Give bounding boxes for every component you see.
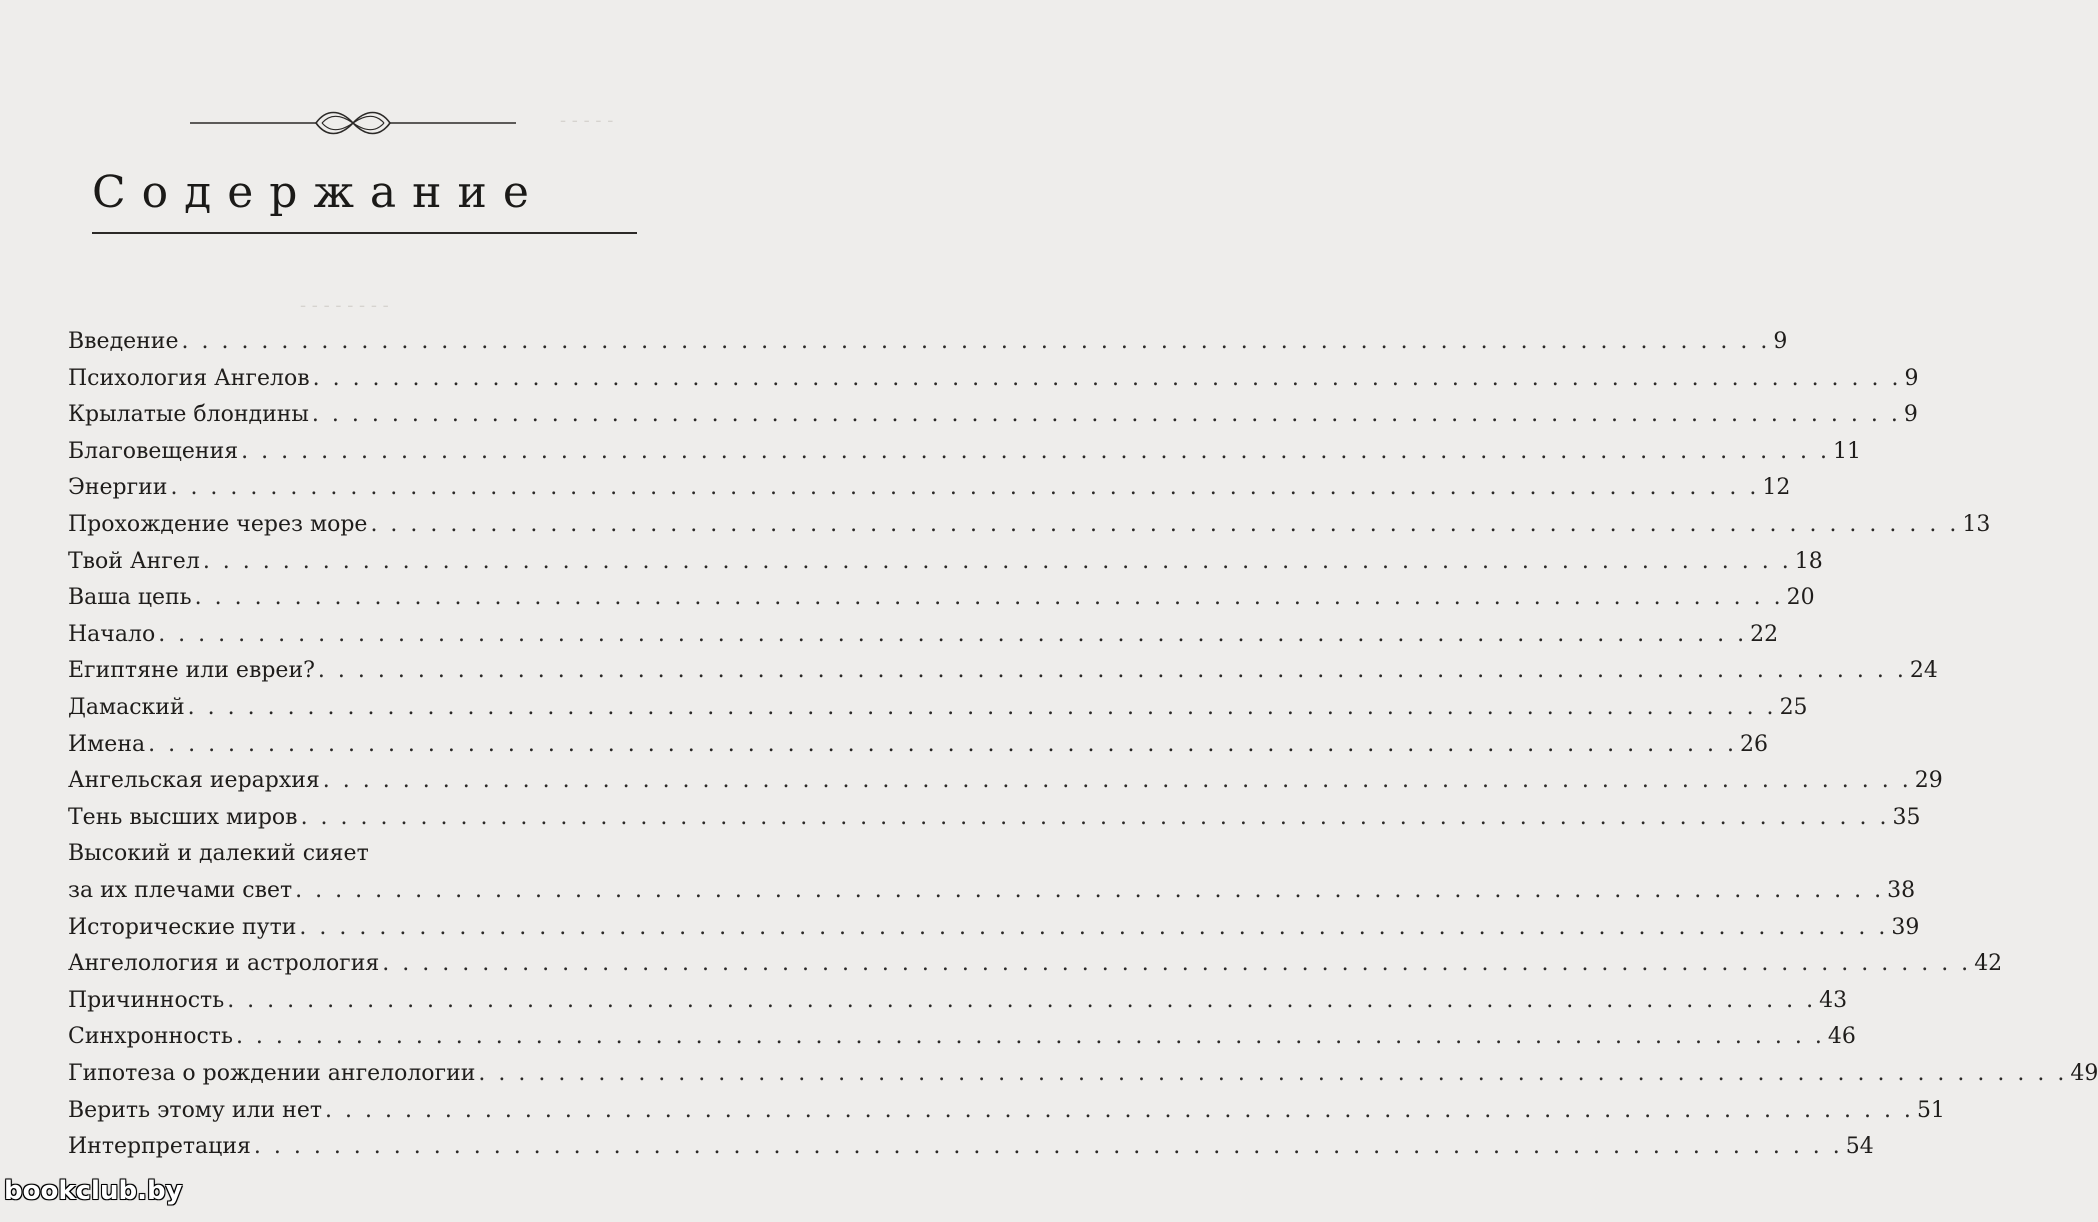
toc-entry-title: Энергии	[68, 475, 168, 501]
toc-entry-title: Крылатые блондины	[68, 402, 309, 428]
page-heading: Содержание	[92, 167, 545, 218]
toc-leader-dots: . . . . . . . . . . . . . . . . . . . . . . . . . . . . . . . . . . . . . . . . . . . . . . . . . . . . . . . . . . . . . . . . . . . . . . . . . . . . . . . .	[187, 695, 1777, 720]
toc-entry	[68, 615, 1779, 655]
toc-entry-page: 9	[1904, 365, 1919, 391]
toc-entry-title: Благовещения	[68, 438, 239, 464]
toc-leader-dots: . . . . . . . . . . . . . . . . . . . . . . . . . . . . . . . . . . . . . . . . . . . . . . . . . . . . . . . . . . . . . . . . . . . . . . . . . . . . . . . .	[202, 548, 1792, 574]
toc-leader-dots: . . . . . . . . . . . . . . . . . . . . . . . . . . . . . . . . . . . . . . . . . . . . . . . . . . . . . . . . . . . . . . . . . . . . . . . . . . . . . . . .	[227, 987, 1817, 1013]
toc-entry-page: 29	[1914, 768, 1943, 794]
toc-leader-dots: . . . . . . . . . . . . . . . . . . . . . . . . . . . . . . . . . . . . . . . . . . . . . . . . . . . . . . . . . . . . . . . . . . . . . . . . . . . . . . . .	[235, 1024, 1825, 1050]
toc-entry-page: 43	[1819, 987, 1848, 1013]
toc-entry	[68, 1127, 1874, 1167]
toc-entry	[68, 468, 1791, 508]
toc-entry-page: 38	[1887, 878, 1916, 903]
toc-entry-title: Ваша цепь	[68, 585, 192, 611]
toc-entry-title: Высокий и далекий сияет	[68, 841, 369, 867]
toc-entry-title: Интерпретация	[68, 1134, 251, 1160]
toc-entry	[68, 432, 1862, 472]
toc-entry-title: Ангелология и астрология	[68, 951, 380, 977]
toc-entry-page: 26	[1740, 731, 1769, 757]
toc-entry-title: Начало	[68, 621, 156, 647]
toc-entry-page: 18	[1794, 548, 1823, 574]
toc-entry	[68, 944, 2003, 984]
toc-entry-title: Исторические пути	[68, 914, 297, 940]
toc-entry-title: Прохождение через море	[68, 512, 368, 537]
toc-entry	[68, 688, 1808, 728]
toc-entry-title: Имена	[68, 731, 146, 757]
toc-entry-page: 11	[1833, 438, 1862, 464]
toc-leader-dots: . . . . . . . . . . . . . . . . . . . . . . . . . . . . . . . . . . . . . . . . . . . . . . . . . . . . . . . . . . . . . . . . . . . . . . . . . . . . . . . .	[148, 731, 1738, 757]
bleed-through-decoration: - - - - - - - -	[300, 295, 389, 316]
toc-leader-dots: . . . . . . . . . . . . . . . . . . . . . . . . . . . . . . . . . . . . . . . . . . . . . . . . . . . . . . . . . . . . . . . . . . . . . . . . . . . . . . . .	[295, 878, 1885, 903]
toc-entry-title: Верить этому или нет	[68, 1097, 323, 1123]
toc-entry-title: Введение	[68, 329, 179, 354]
toc-leader-dots: . . . . . . . . . . . . . . . . . . . . . . . . . . . . . . . . . . . . . . . . . . . . . . . . . . . . . . . . . . . . . . . . . . . . . . . . . . . . . . . .	[478, 1061, 2068, 1086]
toc-entry-page: 54	[1845, 1134, 1874, 1160]
toc-entry-page: 51	[1916, 1097, 1945, 1123]
toc-leader-dots: . . . . . . . . . . . . . . . . . . . . . . . . . . . . . . . . . . . . . . . . . . . . . . . . . . . . . . . . . . . . . . . . . . . . . . . . . . . . . . . .	[253, 1134, 1843, 1160]
toc-entry-title: Дамаский	[68, 695, 185, 720]
toc-entry-page: 42	[1974, 951, 2003, 977]
toc-entry-title: Причинность	[68, 987, 225, 1013]
toc-entry	[68, 761, 1943, 801]
toc-entry	[68, 651, 1938, 691]
toc-entry-title: за их плечами свет	[68, 878, 293, 903]
toc-leader-dots: . . . . . . . . . . . . . . . . . . . . . . . . . . . . . . . . . . . . . . . . . . . . . . . . . . . . . . . . . . . . . . . . . . . . . . . . . . . . . . . .	[382, 951, 1972, 977]
toc-entry-page: 13	[1962, 512, 1991, 537]
toc-entry	[68, 871, 1916, 911]
toc-leader-dots: . . . . . . . . . . . . . . . . . . . . . . . . . . . . . . . . . . . . . . . . . . . . . . . . . . . . . . . . . . . . . . . . . . . . . . . . . . . . . . . .	[312, 365, 1902, 391]
toc-entry	[68, 908, 1920, 948]
toc-leader-dots: . . . . . . . . . . . . . . . . . . . . . . . . . . . . . . . . . . . . . . . . . . . . . . . . . . . . . . . . . . . . . . . . . . . . . . . . . . . . . . . .	[181, 329, 1771, 354]
toc-entry	[68, 834, 628, 874]
toc-entry-page: 24	[1909, 658, 1938, 684]
toc-entry	[68, 542, 1823, 582]
toc-entry-page: 49	[2070, 1061, 2098, 1086]
toc-entry-title: Синхронность	[68, 1024, 233, 1050]
toc-entry-page: 25	[1779, 695, 1808, 720]
toc-entry-page: 39	[1891, 914, 1920, 940]
bleed-through-decoration: - - - - -	[560, 110, 614, 131]
toc-leader-dots: . . . . . . . . . . . . . . . . . . . . . . . . . . . . . . . . . . . . . . . . . . . . . . . . . . . . . . . . . . . . . . . . . . . . . . . . . . . . . . . .	[317, 658, 1907, 684]
toc-entry-title: Гипотеза о рождении ангелологии	[68, 1061, 476, 1086]
toc-entry-page: 22	[1750, 621, 1779, 647]
toc-entry	[68, 395, 1918, 435]
toc-entry	[68, 798, 1921, 838]
toc-entry-title: Египтяне или евреи?	[68, 658, 315, 684]
watermark-text: bookclub.by	[4, 1176, 183, 1206]
toc-entry-page: 20	[1786, 585, 1815, 611]
toc-entry-title: Тень высших миров	[68, 804, 298, 830]
toc-entry	[68, 725, 1769, 765]
toc-leader-dots: . . . . . . . . . . . . . . . . . . . . . . . . . . . . . . . . . . . . . . . . . . . . . . . . . . . . . . . . . . . . . . . . . . . . . . . . . . . . . . . .	[300, 804, 1890, 830]
toc-entry	[68, 1054, 2098, 1094]
toc-entry-page: 9	[1773, 329, 1788, 354]
toc-entry-page: 46	[1827, 1024, 1856, 1050]
toc-leader-dots: . . . . . . . . . . . . . . . . . . . . . . . . . . . . . . . . . . . . . . . . . . . . . . . . . . . . . . . . . . . . . . . . . . . . . . . . . . . . . . . .	[311, 402, 1901, 428]
toc-leader-dots: . . . . . . . . . . . . . . . . . . . . . . . . . . . . . . . . . . . . . . . . . . . . . . . . . . . . . . . . . . . . . . . . . . . . . . . . . . . . . . . .	[170, 475, 1760, 501]
toc-entry	[68, 359, 1919, 399]
toc-leader-dots: . . . . . . . . . . . . . . . . . . . . . . . . . . . . . . . . . . . . . . . . . . . . . . . . . . . . . . . . . . . . . . . . . . . . . . . . . . . . . . . .	[322, 768, 1912, 794]
toc-entry	[68, 322, 1788, 362]
toc-leader-dots: . . . . . . . . . . . . . . . . . . . . . . . . . . . . . . . . . . . . . . . . . . . . . . . . . . . . . . . . . . . . . . . . . . . . . . . . . . . . . . . .	[299, 914, 1889, 940]
toc-leader-dots: . . . . . . . . . . . . . . . . . . . . . . . . . . . . . . . . . . . . . . . . . . . . . . . . . . . . . . . . . . . . . . . . . . . . . . . . . . . . . . . .	[241, 438, 1831, 464]
toc-entry-page: 35	[1892, 804, 1921, 830]
toc-entry-page: 12	[1762, 475, 1791, 501]
toc-entry-title: Ангельская иерархия	[68, 768, 320, 794]
toc-entry	[68, 505, 1991, 545]
toc-leader-dots: . . . . . . . . . . . . . . . . . . . . . . . . . . . . . . . . . . . . . . . . . . . . . . . . . . . . . . . . . . . . . . . . . . . . . . . . . . . . . . . .	[370, 512, 1960, 537]
toc-entry	[68, 981, 1848, 1021]
toc-entry	[68, 1091, 1945, 1131]
toc-leader-dots: . . . . . . . . . . . . . . . . . . . . . . . . . . . . . . . . . . . . . . . . . . . . . . . . . . . . . . . . . . . . . . . . . . . . . . . . . . . . . . . .	[325, 1097, 1914, 1123]
toc-entry-title: Твой Ангел	[68, 548, 200, 574]
toc-leader-dots: . . . . . . . . . . . . . . . . . . . . . . . . . . . . . . . . . . . . . . . . . . . . . . . . . . . . . . . . . . . . . . . . . . . . . . . . . . . . . . . .	[158, 621, 1748, 647]
toc-entry	[68, 578, 1815, 618]
toc-entry-page: 9	[1903, 402, 1918, 428]
toc-entry	[68, 1017, 1856, 1057]
toc-entry-title: Психология Ангелов	[68, 365, 310, 391]
toc-leader-dots: . . . . . . . . . . . . . . . . . . . . . . . . . . . . . . . . . . . . . . . . . . . . . . . . . . . . . . . . . . . . . . . . . . . . . . . . . . . . . . . .	[194, 585, 1784, 611]
